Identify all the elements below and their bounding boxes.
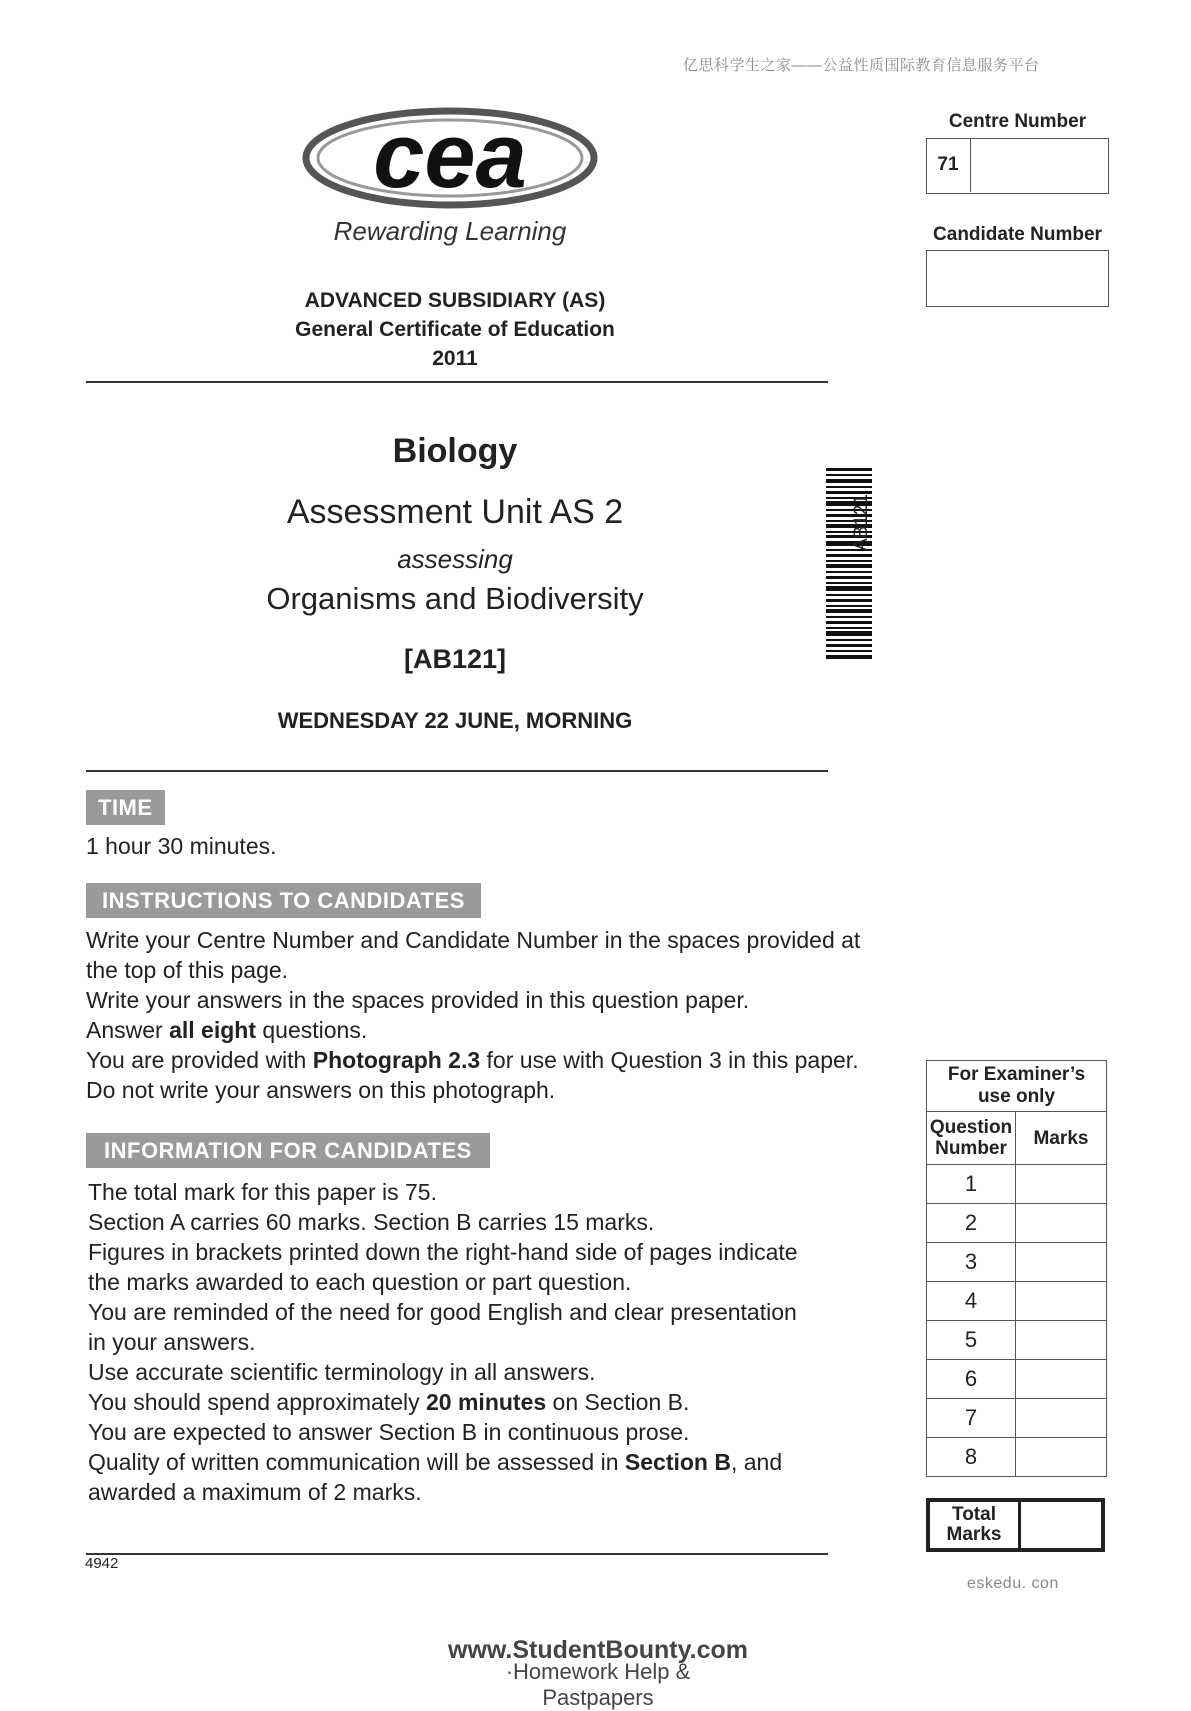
table-row bbox=[927, 1321, 1107, 1360]
watermark-text: 亿思科学生之家——公益性质国际教育信息服务平台 bbox=[683, 57, 1040, 74]
examiner-table bbox=[926, 1060, 1107, 1477]
marks-cell[interactable] bbox=[1016, 1204, 1107, 1243]
information-line: Section A carries 60 marks. Section B carries 15 marks. bbox=[88, 1209, 655, 1235]
examiner-heading: For Examiner’s use only bbox=[927, 1061, 1107, 1112]
information-line: The total mark for this paper is 75. bbox=[88, 1179, 437, 1205]
marks-cell[interactable] bbox=[1016, 1438, 1107, 1477]
question-number: 2 bbox=[927, 1204, 1016, 1243]
marks-header: Marks bbox=[1016, 1112, 1107, 1165]
marks-cell[interactable] bbox=[1016, 1165, 1107, 1204]
question-number: 4 bbox=[927, 1282, 1016, 1321]
information-line: the marks awarded to each question or part question. bbox=[88, 1269, 632, 1295]
studentbounty-tagline: ·Homework Help & Pastpapers bbox=[505, 1659, 691, 1710]
candidate-number-label: Candidate Number bbox=[933, 224, 1102, 245]
instruction-line: Write your answers in the spaces provided in this question paper. bbox=[86, 987, 750, 1013]
qualification-year: 2011 bbox=[432, 347, 478, 370]
table-row bbox=[927, 1243, 1107, 1282]
marks-cell[interactable] bbox=[1016, 1243, 1107, 1282]
question-number: 6 bbox=[927, 1360, 1016, 1399]
information-line: You should spend approximately 20 minutes on Section B. bbox=[88, 1389, 690, 1415]
total-marks-label: Total Marks bbox=[930, 1502, 1021, 1548]
cea-logo bbox=[300, 104, 600, 216]
exam-date: WEDNESDAY 22 JUNE, MORNING bbox=[277, 708, 633, 733]
qualification-block bbox=[195, 286, 715, 373]
question-number: 5 bbox=[927, 1321, 1016, 1360]
information-line: in your answers. bbox=[88, 1329, 256, 1355]
subject-title: Biology bbox=[392, 432, 518, 470]
qualification-name: General Certificate of Education bbox=[295, 318, 615, 341]
instruction-line: You are provided with Photograph 2.3 for use with Question 3 in this paper. bbox=[86, 1047, 859, 1073]
table-row bbox=[927, 1399, 1107, 1438]
instructions-heading: INSTRUCTIONS TO CANDIDATES bbox=[86, 883, 481, 918]
time-heading: TIME bbox=[86, 790, 165, 825]
table-row bbox=[927, 1165, 1107, 1204]
table-row bbox=[927, 1282, 1107, 1321]
logo-text: cea bbox=[373, 105, 527, 207]
information-heading: INFORMATION FOR CANDIDATES bbox=[86, 1133, 490, 1168]
instruction-line: Write your Centre Number and Candidate Number in the spaces provided at bbox=[86, 927, 861, 953]
total-marks-field[interactable] bbox=[1021, 1502, 1101, 1548]
centre-number-label: Centre Number bbox=[948, 111, 1087, 132]
question-number: 7 bbox=[927, 1399, 1016, 1438]
marks-cell[interactable] bbox=[1016, 1399, 1107, 1438]
information-line: Quality of written communication will be assessed in Section B, and bbox=[88, 1449, 783, 1475]
question-number: 8 bbox=[927, 1438, 1016, 1477]
candidate-number-field[interactable] bbox=[926, 250, 1109, 307]
information-line: Figures in brackets printed down the right-hand side of pages indicate bbox=[88, 1239, 798, 1265]
divider bbox=[86, 770, 828, 772]
question-number: 3 bbox=[927, 1243, 1016, 1282]
logo-tagline: Rewarding Learning bbox=[333, 216, 567, 246]
footer-code: 4942 bbox=[85, 1555, 119, 1572]
centre-number-prefix: 71 bbox=[926, 138, 971, 192]
total-marks-box bbox=[926, 1498, 1105, 1552]
cea-logo-graphic bbox=[300, 104, 600, 216]
information-line: You are reminded of the need for good English and clear presentation bbox=[88, 1299, 797, 1325]
instructions-text bbox=[86, 925, 926, 1105]
table-row bbox=[927, 1438, 1107, 1477]
assessing-label: assessing bbox=[397, 544, 513, 574]
marks-cell[interactable] bbox=[1016, 1360, 1107, 1399]
information-line: You are expected to answer Section B in continuous prose. bbox=[88, 1419, 690, 1445]
instruction-line: Answer all eight questions. bbox=[86, 1017, 368, 1043]
unit-topic: Organisms and Biodiversity bbox=[266, 581, 644, 616]
instruction-line: Do not write your answers on this photograph. bbox=[86, 1077, 556, 1103]
table-row bbox=[927, 1204, 1107, 1243]
studentbounty-url: www.StudentBounty.com bbox=[448, 1636, 748, 1664]
information-line: Use accurate scientific terminology in all answers. bbox=[88, 1359, 596, 1385]
eskedu-watermark: eskedu. con bbox=[967, 1575, 1059, 1592]
table-row bbox=[927, 1360, 1107, 1399]
marks-cell[interactable] bbox=[1016, 1321, 1107, 1360]
assessment-unit: Assessment Unit AS 2 bbox=[286, 493, 624, 531]
information-text bbox=[88, 1177, 868, 1507]
marks-cell[interactable] bbox=[1016, 1282, 1107, 1321]
instruction-line: the top of this page. bbox=[86, 957, 289, 983]
time-value: 1 hour 30 minutes. bbox=[86, 833, 277, 859]
qualification-level: ADVANCED SUBSIDIARY (AS) bbox=[304, 289, 606, 312]
barcode-label: AB121 bbox=[851, 493, 872, 551]
question-number: 1 bbox=[927, 1165, 1016, 1204]
divider bbox=[86, 381, 828, 383]
question-number-header: Question Number bbox=[927, 1112, 1016, 1165]
paper-code: [AB121] bbox=[403, 644, 507, 674]
divider bbox=[86, 1553, 828, 1555]
information-line: awarded a maximum of 2 marks. bbox=[88, 1479, 422, 1505]
